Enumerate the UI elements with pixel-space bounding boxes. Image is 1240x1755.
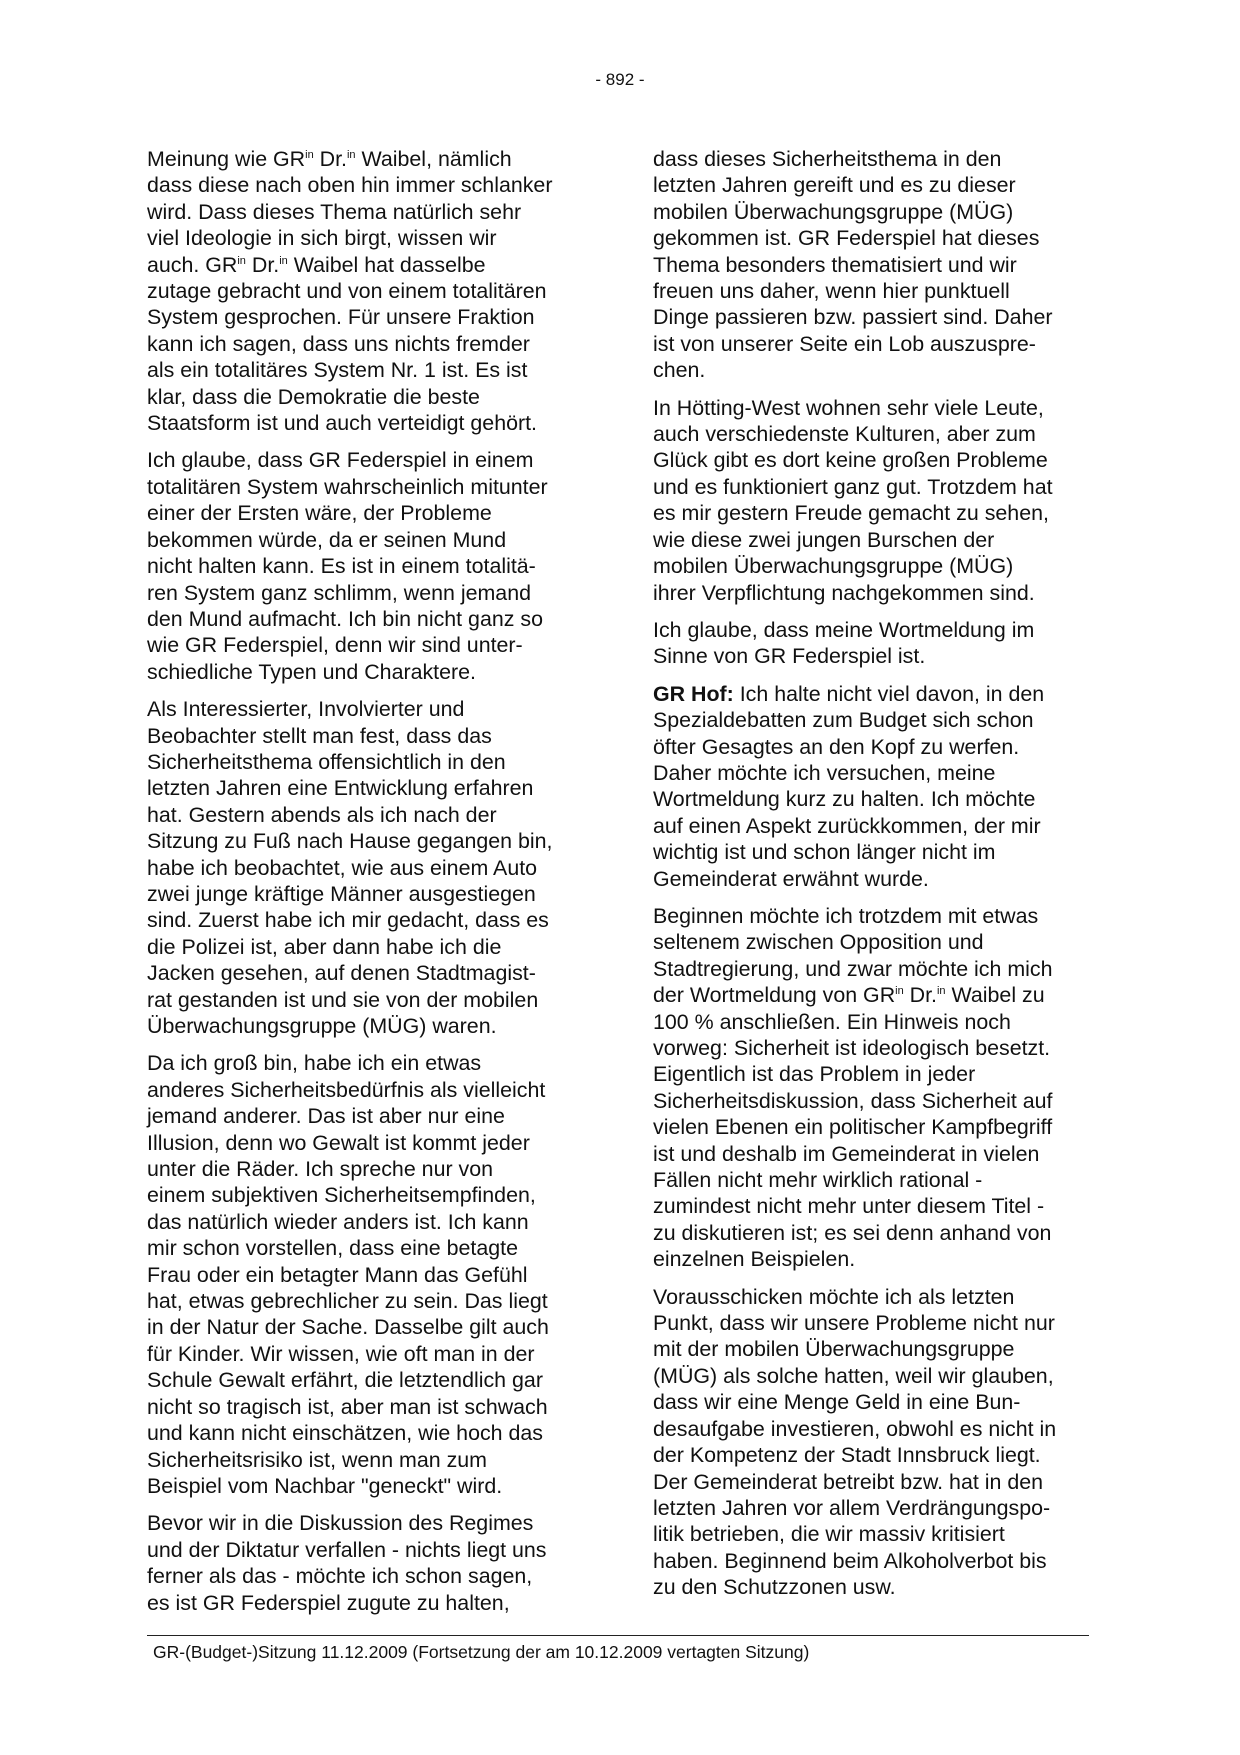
text-segment: Überwachungsgruppe (MÜG) waren. (147, 1014, 497, 1038)
text-segment: Sicherheitsrisiko ist, wenn man zum (147, 1447, 487, 1472)
text-line (653, 278, 1088, 304)
text-segment: Thema besonders thematisiert und wir (653, 252, 1017, 277)
text-line (653, 956, 1088, 982)
superscript-text: in (279, 254, 288, 267)
text-line (147, 1537, 582, 1563)
text-segment: gekommen ist. GR Federspiel hat dieses (653, 226, 1040, 251)
paragraph (653, 146, 1088, 384)
text-line (147, 1209, 582, 1235)
text-line (147, 659, 582, 685)
text-line (147, 474, 582, 500)
text-line (653, 982, 1088, 1008)
text-segment: auch verschiedenste Kulturen, aber zum (653, 422, 1036, 447)
text-segment: sind. Zuerst habe ich mir gedacht, dass es (147, 908, 549, 933)
text-line (653, 681, 1088, 707)
text-segment: Da ich groß bin, habe ich ein etwas (147, 1051, 482, 1076)
text-line (147, 1013, 582, 1039)
text-line (653, 199, 1088, 225)
text-line (147, 1314, 582, 1340)
text-line (653, 331, 1088, 357)
text-line (147, 580, 582, 606)
text-line (147, 252, 582, 278)
text-segment: zumindest nicht mehr unter diesem Titel - (653, 1194, 1045, 1219)
paragraph (653, 1284, 1088, 1601)
text-line (653, 866, 1088, 892)
text-segment: zu den Schutzzonen usw. (653, 1575, 896, 1600)
text-line (653, 1009, 1088, 1035)
text-line (147, 447, 582, 473)
text-segment: haben. Beginnend beim Alkoholverbot bis (653, 1548, 1047, 1573)
text-line (653, 1141, 1088, 1167)
text-segment: litik betrieben, die wir massiv kritisiert (653, 1522, 1005, 1547)
text-line (147, 553, 582, 579)
text-line (653, 839, 1088, 865)
text-line (653, 580, 1088, 606)
text-line (653, 395, 1088, 421)
text-segment: seltenem zwischen Opposition und (653, 930, 984, 955)
text-segment: Meinung wie GR (147, 147, 306, 171)
text-line (653, 421, 1088, 447)
text-line (653, 474, 1088, 500)
text-line (147, 1510, 582, 1536)
text-segment: mobilen Überwachungsgruppe (MÜG) (653, 199, 1014, 224)
text-line (147, 1262, 582, 1288)
left-column (147, 146, 582, 1627)
text-line (653, 760, 1088, 786)
text-segment: einem subjektiven Sicherheitsempfinden, (147, 1183, 536, 1208)
text-segment: ihrer Verpflichtung nachgekommen sind. (653, 580, 1035, 605)
text-line (147, 802, 582, 828)
text-line (147, 331, 582, 357)
paragraph (147, 447, 582, 685)
text-segment: mobilen Überwachungsgruppe (MÜG) (653, 554, 1014, 579)
text-line (147, 749, 582, 775)
text-line (653, 1336, 1088, 1362)
text-segment: kann ich sagen, dass uns nichts fremder (147, 331, 530, 356)
text-segment: ferner als das - möchte ich schon sagen, (147, 1564, 533, 1589)
text-line (147, 1288, 582, 1314)
footer-text: GR-(Budget-)Sitzung 11.12.2009 (Fortsetzung der am 10.12.2009 vertagten Sitzung) (153, 1642, 810, 1662)
text-segment: und es funktioniert ganz gut. Trotzdem hat (653, 474, 1053, 499)
text-line (147, 1447, 582, 1473)
text-segment: Sitzung zu Fuß nach Hause gegangen bin, (147, 829, 553, 854)
text-segment: dass diese nach oben hin immer schlanker (147, 173, 553, 198)
text-line (147, 146, 582, 172)
text-segment: nicht so tragisch ist, aber man ist schwach (147, 1394, 548, 1419)
text-line (653, 1088, 1088, 1114)
text-segment: Sinne von GR Federspiel ist. (653, 644, 926, 669)
text-segment: rat gestanden ist und sie von der mobilen (147, 987, 539, 1012)
text-segment: dass dieses Sicherheitsthema in den (653, 147, 1002, 171)
text-segment: bekommen würde, da er seinen Mund (147, 527, 507, 552)
text-segment: zwei junge kräftige Männer ausgestiegen (147, 881, 536, 906)
superscript-text: in (237, 254, 246, 267)
text-line (653, 225, 1088, 251)
text-line (147, 1235, 582, 1261)
text-line (147, 1156, 582, 1182)
text-segment: wichtig ist und schon länger nicht im (653, 840, 996, 865)
text-line (147, 1130, 582, 1156)
text-line (147, 1590, 582, 1616)
text-segment: Punkt, dass wir unsere Probleme nicht nur (653, 1311, 1055, 1336)
text-segment: letzten Jahren vor allem Verdrängungspo- (653, 1495, 1051, 1520)
text-line (147, 987, 582, 1013)
text-segment: Als Interessierter, Involvierter und (147, 697, 465, 722)
text-line (653, 1548, 1088, 1574)
text-segment: Dinge passieren bzw. passiert sind. Daher (653, 305, 1053, 330)
text-line (653, 786, 1088, 812)
text-segment: ren System ganz schlimm, wenn jemand (147, 580, 531, 605)
text-segment: Ich glaube, dass meine Wortmeldung im (653, 617, 1035, 642)
text-segment: anderes Sicherheitsbedürfnis als vielleicht (147, 1077, 546, 1102)
text-segment: Staatsform ist und auch verteidigt gehört. (147, 411, 537, 436)
text-line (147, 527, 582, 553)
text-line (653, 553, 1088, 579)
text-line (653, 357, 1088, 383)
text-line (147, 225, 582, 251)
text-line (147, 960, 582, 986)
text-segment: der Wortmeldung von GR (653, 983, 896, 1008)
text-segment: Fällen nicht mehr wirklich rational - (653, 1168, 983, 1193)
text-segment: Jacken gesehen, auf denen Stadtmagist- (147, 961, 536, 986)
text-segment: Sicherheitsdiskussion, dass Sicherheit auf (653, 1088, 1053, 1113)
text-segment: Ich halte nicht viel davon, in den (733, 681, 1045, 706)
text-line (147, 775, 582, 801)
text-segment: Glück gibt es dort keine großen Probleme (653, 448, 1048, 473)
text-line (653, 1521, 1088, 1547)
text-segment: einzelnen Beispielen. (653, 1247, 856, 1272)
text-segment: (MÜG) als solche hatten, weil wir glauben, (653, 1363, 1054, 1388)
text-segment: In Hötting-West wohnen sehr viele Leute, (653, 395, 1044, 420)
text-segment: mir schon vorstellen, dass eine betagte (147, 1236, 518, 1261)
text-segment: auch. GR (147, 252, 238, 277)
text-segment: hat. Gestern abends als ich nach der (147, 802, 497, 827)
text-line (147, 606, 582, 632)
text-line (653, 1114, 1088, 1140)
text-line (653, 1246, 1088, 1272)
text-segment: klar, dass die Demokratie die beste (147, 384, 480, 409)
text-segment: für Kinder. Wir wissen, wie oft man in der (147, 1341, 535, 1366)
text-segment: habe ich beobachtet, wie aus einem Auto (147, 855, 538, 880)
text-line (147, 384, 582, 410)
text-line (653, 1442, 1088, 1468)
text-line (147, 500, 582, 526)
text-segment: desaufgabe investieren, obwohl es nicht in (653, 1416, 1057, 1441)
text-segment: Beispiel vom Nachbar "geneckt" wird. (147, 1473, 503, 1498)
paragraph (147, 1050, 582, 1499)
text-line (147, 723, 582, 749)
superscript-text: in (936, 985, 946, 998)
text-line (653, 447, 1088, 473)
text-line (147, 357, 582, 383)
text-segment: es mir gestern Freude gemacht zu sehen, (653, 501, 1049, 526)
text-segment: viel Ideologie in sich birgt, wissen wir (147, 226, 497, 251)
text-line (147, 696, 582, 722)
text-segment: freuen uns daher, wenn hier punktuell (653, 279, 1010, 304)
text-line (147, 1367, 582, 1393)
text-segment: es ist GR Federspiel zugute zu halten, (147, 1590, 510, 1615)
text-line (653, 1061, 1088, 1087)
text-line (653, 734, 1088, 760)
text-segment: totalitären System wahrscheinlich mitunter (147, 474, 548, 499)
text-line (653, 903, 1088, 929)
text-segment: zu diskutieren ist; es sei denn anhand von (653, 1220, 1052, 1245)
text-line (147, 855, 582, 881)
text-segment: Eigentlich ist das Problem in jeder (653, 1062, 976, 1087)
footer-rule (147, 1635, 1089, 1636)
text-segment: Der Gemeinderat betreibt bzw. hat in den (653, 1469, 1044, 1494)
text-line (147, 1341, 582, 1367)
text-line (147, 934, 582, 960)
text-segment: nicht halten kann. Es ist in einem totalitä- (147, 554, 536, 579)
text-segment: Daher möchte ich versuchen, meine (653, 760, 996, 785)
text-segment: der Kompetenz der Stadt Innsbruck liegt. (653, 1443, 1041, 1468)
text-line (147, 1077, 582, 1103)
text-segment: dass wir eine Menge Geld in eine Bun- (653, 1390, 1021, 1415)
text-line (653, 1193, 1088, 1219)
text-line (653, 1310, 1088, 1336)
text-segment: Stadtregierung, und zwar möchte ich mich (653, 956, 1053, 981)
text-line (653, 1284, 1088, 1310)
text-segment: unter die Räder. Ich spreche nur von (147, 1157, 494, 1182)
text-segment: letzten Jahren eine Entwicklung erfahren (147, 776, 534, 801)
text-segment: Beginnen möchte ich trotzdem mit etwas (653, 903, 1039, 928)
text-line (653, 527, 1088, 553)
text-segment: Spezialdebatten zum Budget sich schon (653, 708, 1034, 733)
paragraph (653, 903, 1088, 1273)
paragraph (653, 617, 1088, 670)
text-line (147, 632, 582, 658)
text-segment: auf einen Aspekt zurückkommen, der mir (653, 813, 1041, 838)
text-line (147, 1420, 582, 1446)
text-segment: in der Natur der Sache. Dasselbe gilt auch (147, 1315, 549, 1340)
text-line (147, 410, 582, 436)
paragraph (147, 1510, 582, 1616)
text-segment: zutage gebracht und von einem totalitären (147, 279, 547, 304)
text-line (653, 1574, 1088, 1600)
text-line (147, 1563, 582, 1589)
text-line (147, 1182, 582, 1208)
text-segment: Dr. (313, 147, 347, 171)
text-line (147, 172, 582, 198)
text-line (147, 278, 582, 304)
text-segment: Bevor wir in die Diskussion des Regimes (147, 1511, 534, 1536)
text-line (653, 813, 1088, 839)
text-segment: mit der mobilen Überwachungsgruppe (653, 1337, 1015, 1362)
text-line (147, 907, 582, 933)
text-segment: schiedliche Typen und Charaktere. (147, 659, 476, 684)
text-segment: hat, etwas gebrechlicher zu sein. Das liegt (147, 1289, 548, 1314)
text-segment: vielen Ebenen ein politischer Kampfbegriff (653, 1115, 1053, 1140)
text-segment: wird. Dass dieses Thema natürlich sehr (147, 199, 522, 224)
text-segment: den Mund aufmacht. Ich bin nicht ganz so (147, 606, 543, 631)
text-segment: und der Diktatur verfallen - nichts liegt uns (147, 1537, 547, 1562)
text-segment: Dr. (903, 983, 937, 1008)
text-line (653, 929, 1088, 955)
superscript-text: in (305, 149, 314, 161)
text-line (653, 304, 1088, 330)
text-line (653, 1389, 1088, 1415)
paragraph (147, 696, 582, 1039)
text-segment: Illusion, denn wo Gewalt ist kommt jeder (147, 1130, 530, 1155)
text-line (653, 1035, 1088, 1061)
superscript-text: in (895, 985, 904, 998)
text-line (653, 252, 1088, 278)
text-segment: chen. (653, 358, 706, 383)
right-column (653, 146, 1088, 1612)
text-segment: Dr. (245, 252, 280, 277)
text-line (653, 1416, 1088, 1442)
paragraph (653, 681, 1088, 892)
text-segment: Waibel hat dasselbe (287, 252, 486, 277)
text-line (147, 1394, 582, 1420)
text-line (653, 643, 1088, 669)
text-line (147, 1103, 582, 1129)
text-segment: wie GR Federspiel, denn wir sind unter- (147, 633, 523, 658)
text-line (653, 1469, 1088, 1495)
text-line (653, 500, 1088, 526)
text-segment: ist von unserer Seite ein Lob auszuspre- (653, 331, 1036, 356)
text-line (147, 304, 582, 330)
paragraph (653, 395, 1088, 606)
text-line (653, 146, 1088, 172)
text-line (653, 617, 1088, 643)
text-line (653, 1167, 1088, 1193)
text-segment: Wortmeldung kurz zu halten. Ich möchte (653, 787, 1036, 812)
text-line (653, 1495, 1088, 1521)
text-segment: System gesprochen. Für unsere Fraktion (147, 305, 535, 330)
text-segment: als ein totalitäres System Nr. 1 ist. Es ist (147, 358, 528, 383)
text-segment: Vorausschicken möchte ich als letzten (653, 1284, 1015, 1309)
text-segment: Ich glaube, dass GR Federspiel in einem (147, 448, 534, 473)
text-segment: und kann nicht einschätzen, wie hoch das (147, 1421, 543, 1446)
text-line (147, 881, 582, 907)
text-segment: wie diese zwei jungen Burschen der (653, 527, 995, 552)
text-line (147, 199, 582, 225)
text-line (147, 1050, 582, 1076)
text-segment: ist und deshalb im Gemeinderat in vielen (653, 1141, 1040, 1166)
text-segment: einer der Ersten wäre, der Probleme (147, 501, 492, 526)
text-segment: Beobachter stellt man fest, dass das (147, 723, 492, 748)
superscript-text: in (346, 149, 356, 161)
text-segment: Schule Gewalt erfährt, die letztendlich gar (147, 1368, 543, 1393)
text-line (653, 1363, 1088, 1389)
text-segment: Waibel zu (945, 983, 1045, 1008)
text-segment: Gemeinderat erwähnt wurde. (653, 866, 929, 891)
text-segment: Frau oder ein betagter Mann das Gefühl (147, 1262, 528, 1287)
page-number: - 892 - (595, 70, 645, 89)
paragraph (147, 146, 582, 436)
speaker-label: GR Hof: (653, 681, 734, 706)
text-segment: letzten Jahren gereift und es zu dieser (653, 173, 1016, 198)
text-segment: Waibel, nämlich (355, 147, 512, 171)
text-line (147, 1473, 582, 1499)
text-line (653, 172, 1088, 198)
text-line (147, 828, 582, 854)
text-segment: die Polizei ist, aber dann habe ich die (147, 934, 502, 959)
text-segment: jemand anderer. Das ist aber nur eine (147, 1104, 505, 1129)
text-line (653, 1220, 1088, 1246)
text-segment: 100 % anschließen. Ein Hinweis noch (653, 1009, 1011, 1034)
text-segment: öfter Gesagtes an den Kopf zu werfen. (653, 734, 1020, 759)
text-segment: Sicherheitsthema offensichtlich in den (147, 749, 506, 774)
text-segment: vorweg: Sicherheit ist ideologisch besetzt. (653, 1036, 1051, 1060)
text-line (653, 707, 1088, 733)
text-segment: das natürlich wieder anders ist. Ich kann (147, 1209, 529, 1234)
